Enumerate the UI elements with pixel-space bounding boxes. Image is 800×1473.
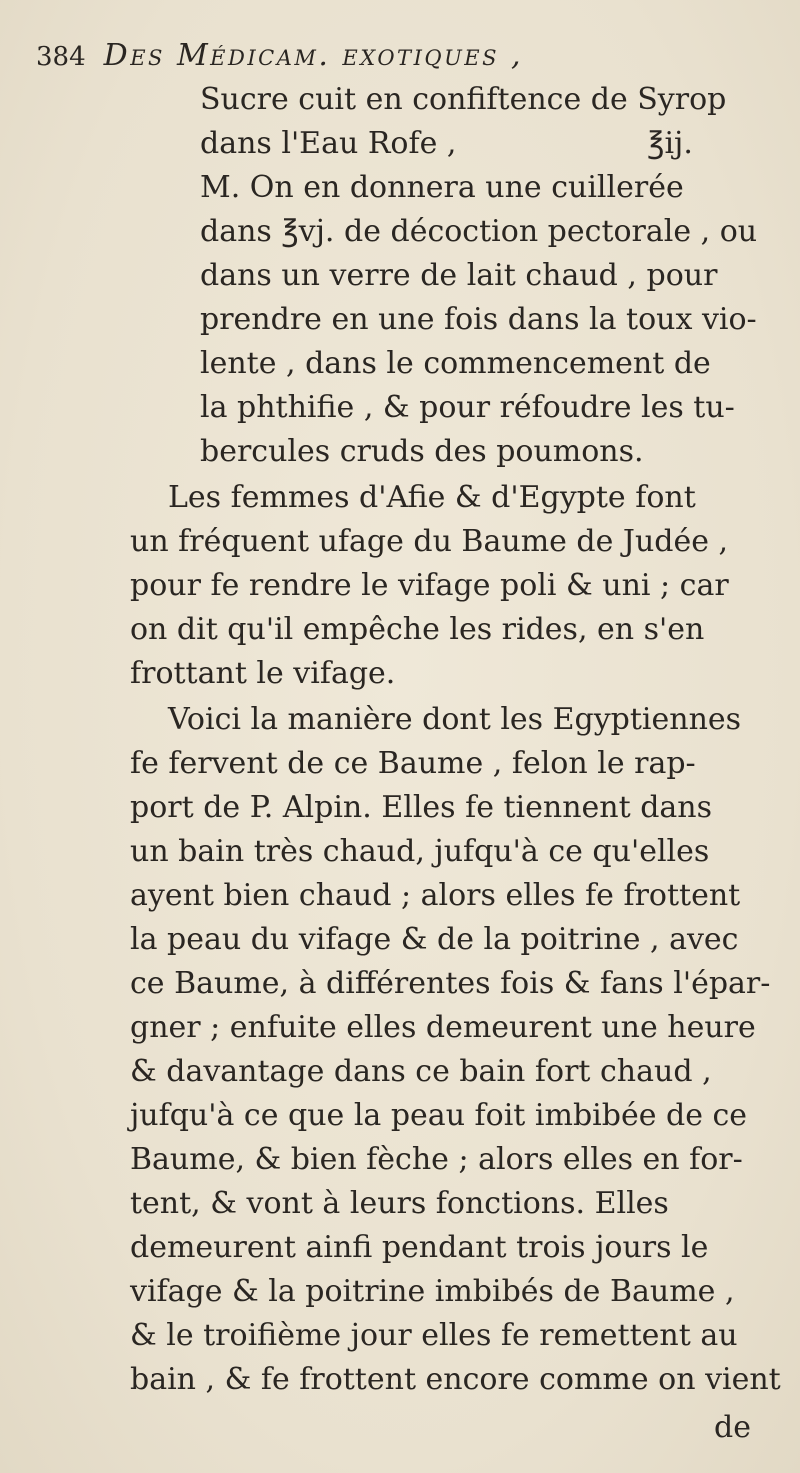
text-line: bercules cruds des poumons.: [200, 434, 644, 469]
text-line: un bain très chaud, jufqu'à ce qu'elles: [130, 834, 710, 869]
text-line: M. On en donnera une cuillerée: [200, 170, 684, 205]
text-line: Les femmes d'Afie & d'Egypte font: [168, 480, 696, 515]
text-line: un fréquent ufage du Baume de Judée ,: [130, 524, 729, 559]
text-line: on dit qu'il empêche les rides, en s'en: [130, 612, 705, 647]
catchword: de: [714, 1410, 751, 1445]
text-line: Sucre cuit en confiftence de Syrop: [200, 82, 727, 117]
text-line: frottant le vifage.: [130, 656, 396, 691]
text-line: pour fe rendre le vifage poli & uni ; car: [130, 568, 729, 603]
text-line: vifage & la poitrine imbibés de Baume ,: [130, 1274, 735, 1309]
text-line: jufqu'à ce que la peau foit imbibée de ce: [130, 1098, 748, 1133]
text-line: & le troifième jour elles fe remettent au: [130, 1318, 738, 1353]
text-line: la phthifie , & pour réfoudre les tu-: [200, 390, 735, 425]
text-line: Baume, & bien fèche ; alors elles en for-: [130, 1142, 743, 1177]
page-header: [36, 38, 523, 80]
text-line: fe fervent de ce Baume , felon le rap-: [130, 746, 696, 781]
text-line: gner ; enfuite elles demeurent une heure: [130, 1010, 756, 1045]
text-line: la peau du vifage & de la poitrine , avec: [130, 922, 739, 957]
text-line: Voici la manière dont les Egyptiennes: [168, 702, 742, 737]
text-line: lente , dans le commencement de: [200, 346, 711, 381]
text-line: dans ℥vj. de décoction pectorale , ou: [200, 214, 758, 249]
text-line: ayent bien chaud ; alors elles fe frottent: [130, 878, 741, 913]
text-line: ce Baume, à différentes fois & fans l'épar-: [130, 966, 771, 1001]
page-number: 384: [36, 42, 86, 72]
text-line: bain , & fe frottent encore comme on vient: [130, 1362, 781, 1397]
text-line: demeurent ainfi pendant trois jours le: [130, 1230, 709, 1265]
text-line: dans un verre de lait chaud , pour: [200, 258, 718, 293]
text-line: prendre en une fois dans la toux vio-: [200, 302, 757, 337]
text-line: & davantage dans ce bain fort chaud ,: [130, 1054, 712, 1089]
running-title: Des Médicam. exotiques ,: [103, 38, 524, 73]
text-line: tent, & vont à leurs fonctions. Elles: [130, 1186, 669, 1221]
text-line: port de P. Alpin. Elles fe tiennent dans: [130, 790, 713, 825]
text-line: dans l'Eau Rofe , ℥ij.: [200, 126, 693, 161]
